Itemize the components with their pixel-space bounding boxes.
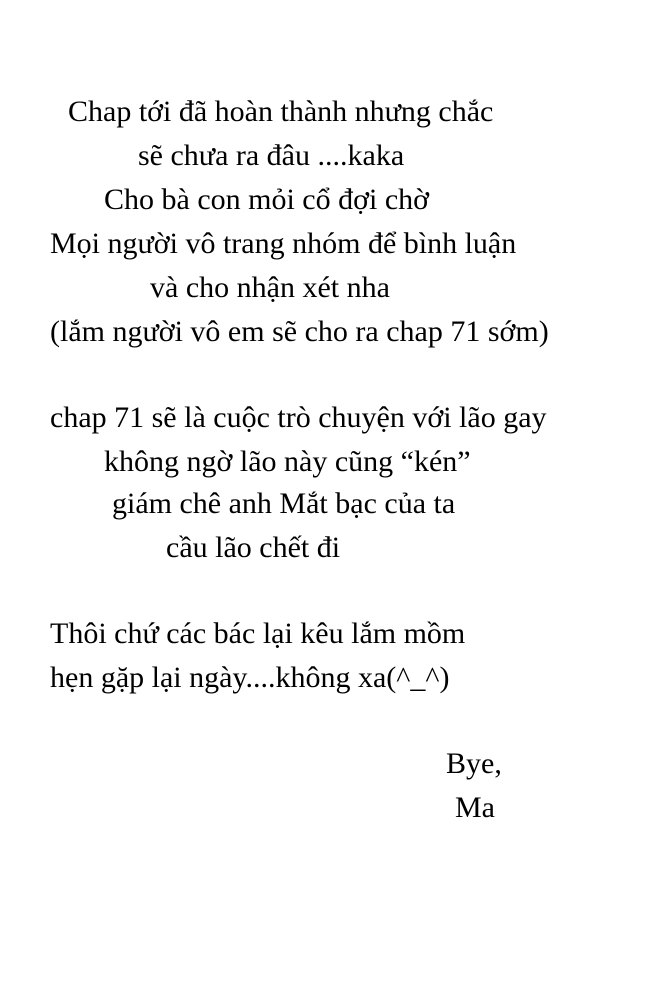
note-line-10: cầu lão chết đi bbox=[166, 531, 341, 564]
note-line-1: Chap tới đã hoàn thành nhưng chắc bbox=[68, 95, 494, 128]
note-line-5: và cho nhận xét nha bbox=[150, 271, 390, 304]
note-line-9: giám chê anh Mắt bạc của ta bbox=[112, 487, 456, 520]
note-line-12: hẹn gặp lại ngày....không xa(^_^) bbox=[50, 661, 450, 694]
note-line-11: Thôi chứ các bác lại kêu lắm mồm bbox=[50, 617, 466, 650]
signoff-name: Ma bbox=[455, 791, 495, 824]
note-line-6: (lắm người vô em sẽ cho ra chap 71 sớm) bbox=[50, 315, 549, 348]
note-line-2: sẽ chưa ra đâu ....kaka bbox=[138, 139, 405, 172]
note-line-4: Mọi người vô trang nhóm để bình luận bbox=[50, 227, 517, 260]
note-line-7: chap 71 sẽ là cuộc trò chuyện với lão gay bbox=[50, 401, 547, 434]
note-line-3: Cho bà con mỏi cổ đợi chờ bbox=[104, 183, 430, 216]
note-line-8: không ngờ lão này cũng “kén” bbox=[104, 445, 471, 478]
signoff-bye: Bye, bbox=[446, 747, 502, 780]
